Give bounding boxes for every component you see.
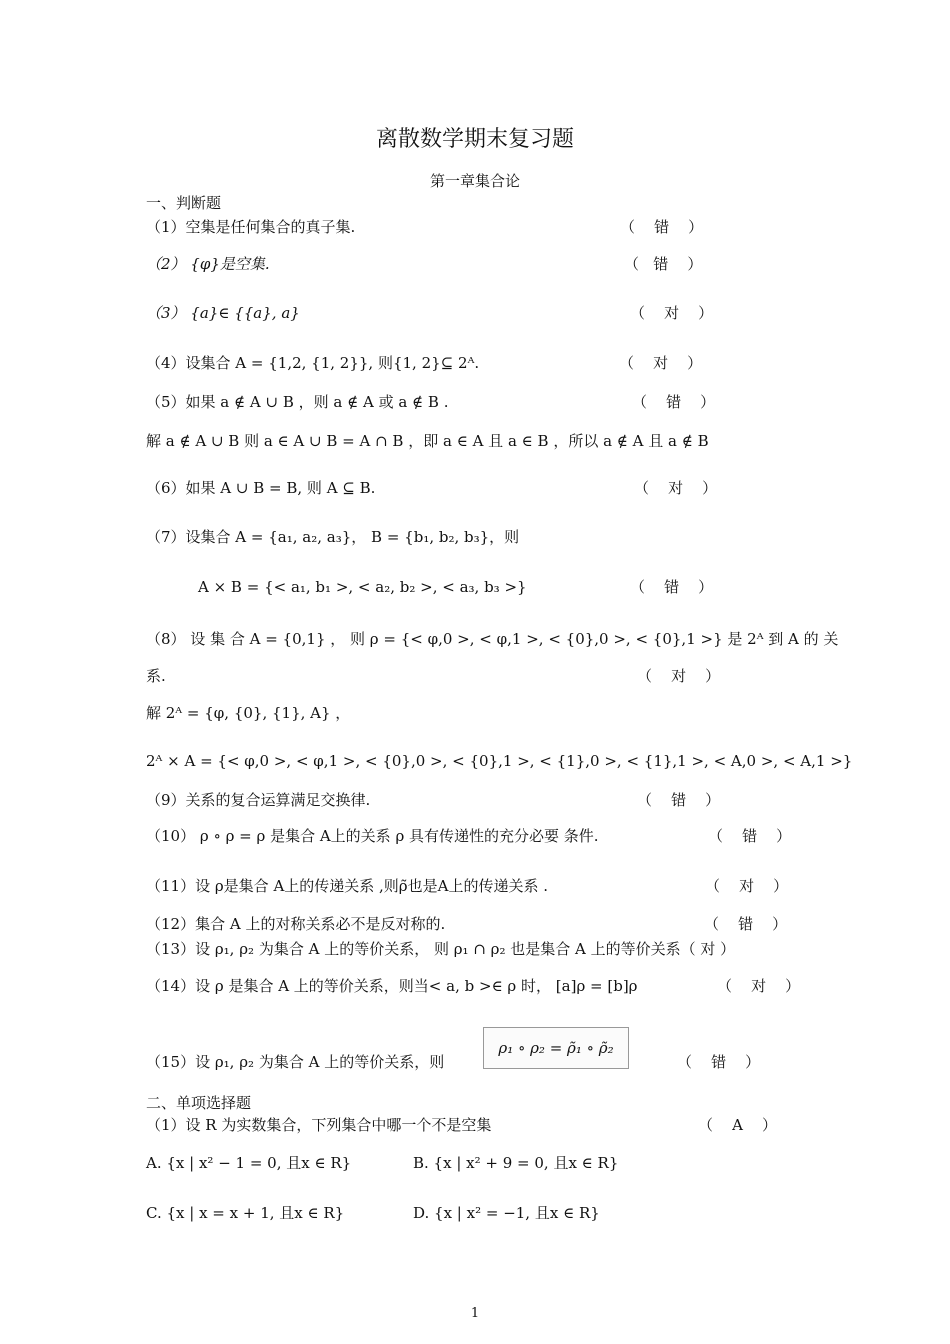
judge-q5-text: （5）如果 a ∉ A ∪ B ，则 a ∉ A 或 a ∉ B .: [146, 393, 449, 411]
document-title: 离散数学期末复习题: [375, 127, 574, 152]
section-single-heading: 二、单项选择题: [146, 1094, 252, 1112]
judge-q14-answer: （ 对 ）: [717, 977, 801, 995]
judge-q1-text: （1）空集是任何集合的真子集.: [146, 218, 356, 236]
judge-q8-solution-2: 2ᴬ × A = {< φ,0 >, < φ,1 >, < {0},0 >, < {0},1 >, < {1},0 >, < {1},1 >, < A,0 >, < A,1 >}: [146, 752, 853, 770]
judge-q7-answer: （ 错 ）: [630, 578, 714, 596]
judge-q4-answer: （ 对 ）: [619, 354, 703, 372]
judge-q2-answer: （ 错 ）: [624, 255, 703, 273]
judge-q12-text: （12）集合 A 上的对称关系必不是反对称的.: [146, 915, 446, 933]
judge-q4-text: （4）设集合 A = {1,2, {1, 2}}, 则{1, 2}⊆ 2ᴬ.: [146, 354, 480, 372]
single-q1-option-b: B. {x | x² + 9 = 0, 且x ∈ R}: [413, 1154, 619, 1172]
judge-q14-text: （14）设 ρ 是集合 A 上的等价关系，则当< a, b >∈ ρ 时， [a]ρ = [b]ρ: [146, 977, 638, 995]
judge-q12-answer: （ 错 ）: [704, 915, 788, 933]
judge-q6-text: （6）如果 A ∪ B = B, 则 A ⊆ B.: [146, 479, 376, 497]
section-judge-heading: 一、判断题: [146, 194, 222, 212]
judge-q8-text: （8） 设 集 合 A = {0,1} ， 则 ρ = {< φ,0 >, < φ,1 >, < {0},0 >, < {0},1 >} 是 2ᴬ 到 A 的 关: [146, 630, 839, 648]
judge-q11-text: （11）设 ρ是集合 A上的传递关系 ,则ρ̃也是A上的传递关系 .: [146, 877, 548, 895]
judge-q8-solution-1: 解 2ᴬ = {φ, {0}, {1}, A} ，: [146, 704, 351, 722]
judge-q7-text: （7）设集合 A = {a₁, a₂, a₃}， B = {b₁, b₂, b₃}，则: [146, 528, 520, 546]
judge-q9-text: （9）关系的复合运算满足交换律.: [146, 791, 371, 809]
single-q1-answer: （ A ）: [698, 1116, 777, 1134]
judge-q10-text: （10） ρ ∘ ρ = ρ 是集合 A上的关系 ρ 具有传递性的充分必要 条件.: [146, 827, 599, 845]
judge-q5-answer: （ 错 ）: [632, 393, 716, 411]
judge-q3-answer: （ 对 ）: [630, 304, 714, 322]
judge-q9-answer: （ 错 ）: [637, 791, 721, 809]
single-q1-option-c: C. {x | x = x + 1, 且x ∈ R}: [146, 1204, 345, 1222]
judge-q1-answer: （ 错 ）: [620, 218, 704, 236]
judge-q8-answer: （ 对 ）: [637, 667, 721, 685]
page-number: 1: [470, 1306, 480, 1321]
judge-q7-product: A × B = {< a₁, b₁ >, < a₂, b₂ >, < a₃, b₃ >}: [198, 578, 527, 596]
judge-q10-answer: （ 错 ）: [708, 827, 792, 845]
chapter-heading: 第一章集合论: [429, 172, 520, 190]
judge-q15-answer: （ 错 ）: [677, 1053, 761, 1071]
single-q1-option-a: A. {x | x² − 1 = 0, 且x ∈ R}: [146, 1154, 352, 1172]
single-q1-option-d: D. {x | x² = −1, 且x ∈ R}: [413, 1204, 600, 1222]
judge-q15-text: （15）设 ρ₁, ρ₂ 为集合 A 上的等价关系，则: [146, 1053, 445, 1071]
judge-q15-formula-image: ρ₁ ∘ ρ₂ = ρ̃₁ ∘ ρ̃₂: [483, 1027, 629, 1069]
judge-q3-text: （3） {a}∈ {{a}, a}: [146, 304, 300, 322]
judge-q13-text: （13）设 ρ₁, ρ₂ 为集合 A 上的等价关系， 则 ρ₁ ∩ ρ₂ 也是集合 A 上的等价关系（ 对 ）: [146, 940, 736, 958]
judge-q11-answer: （ 对 ）: [705, 877, 789, 895]
single-q1-text: （1）设 R 为实数集合，下列集合中哪一个不是空集: [146, 1116, 492, 1134]
judge-q6-answer: （ 对 ）: [634, 479, 718, 497]
judge-q2-text: （2） {φ}是空集.: [146, 255, 270, 273]
judge-q8-cont: 系.: [146, 667, 166, 685]
judge-q5-solution: 解 a ∉ A ∪ B 则 a ∈ A ∪ B = A ∩ B ，即 a ∈ A 且 a ∈ B ，所以 a ∉ A 且 a ∉ B: [146, 432, 709, 450]
